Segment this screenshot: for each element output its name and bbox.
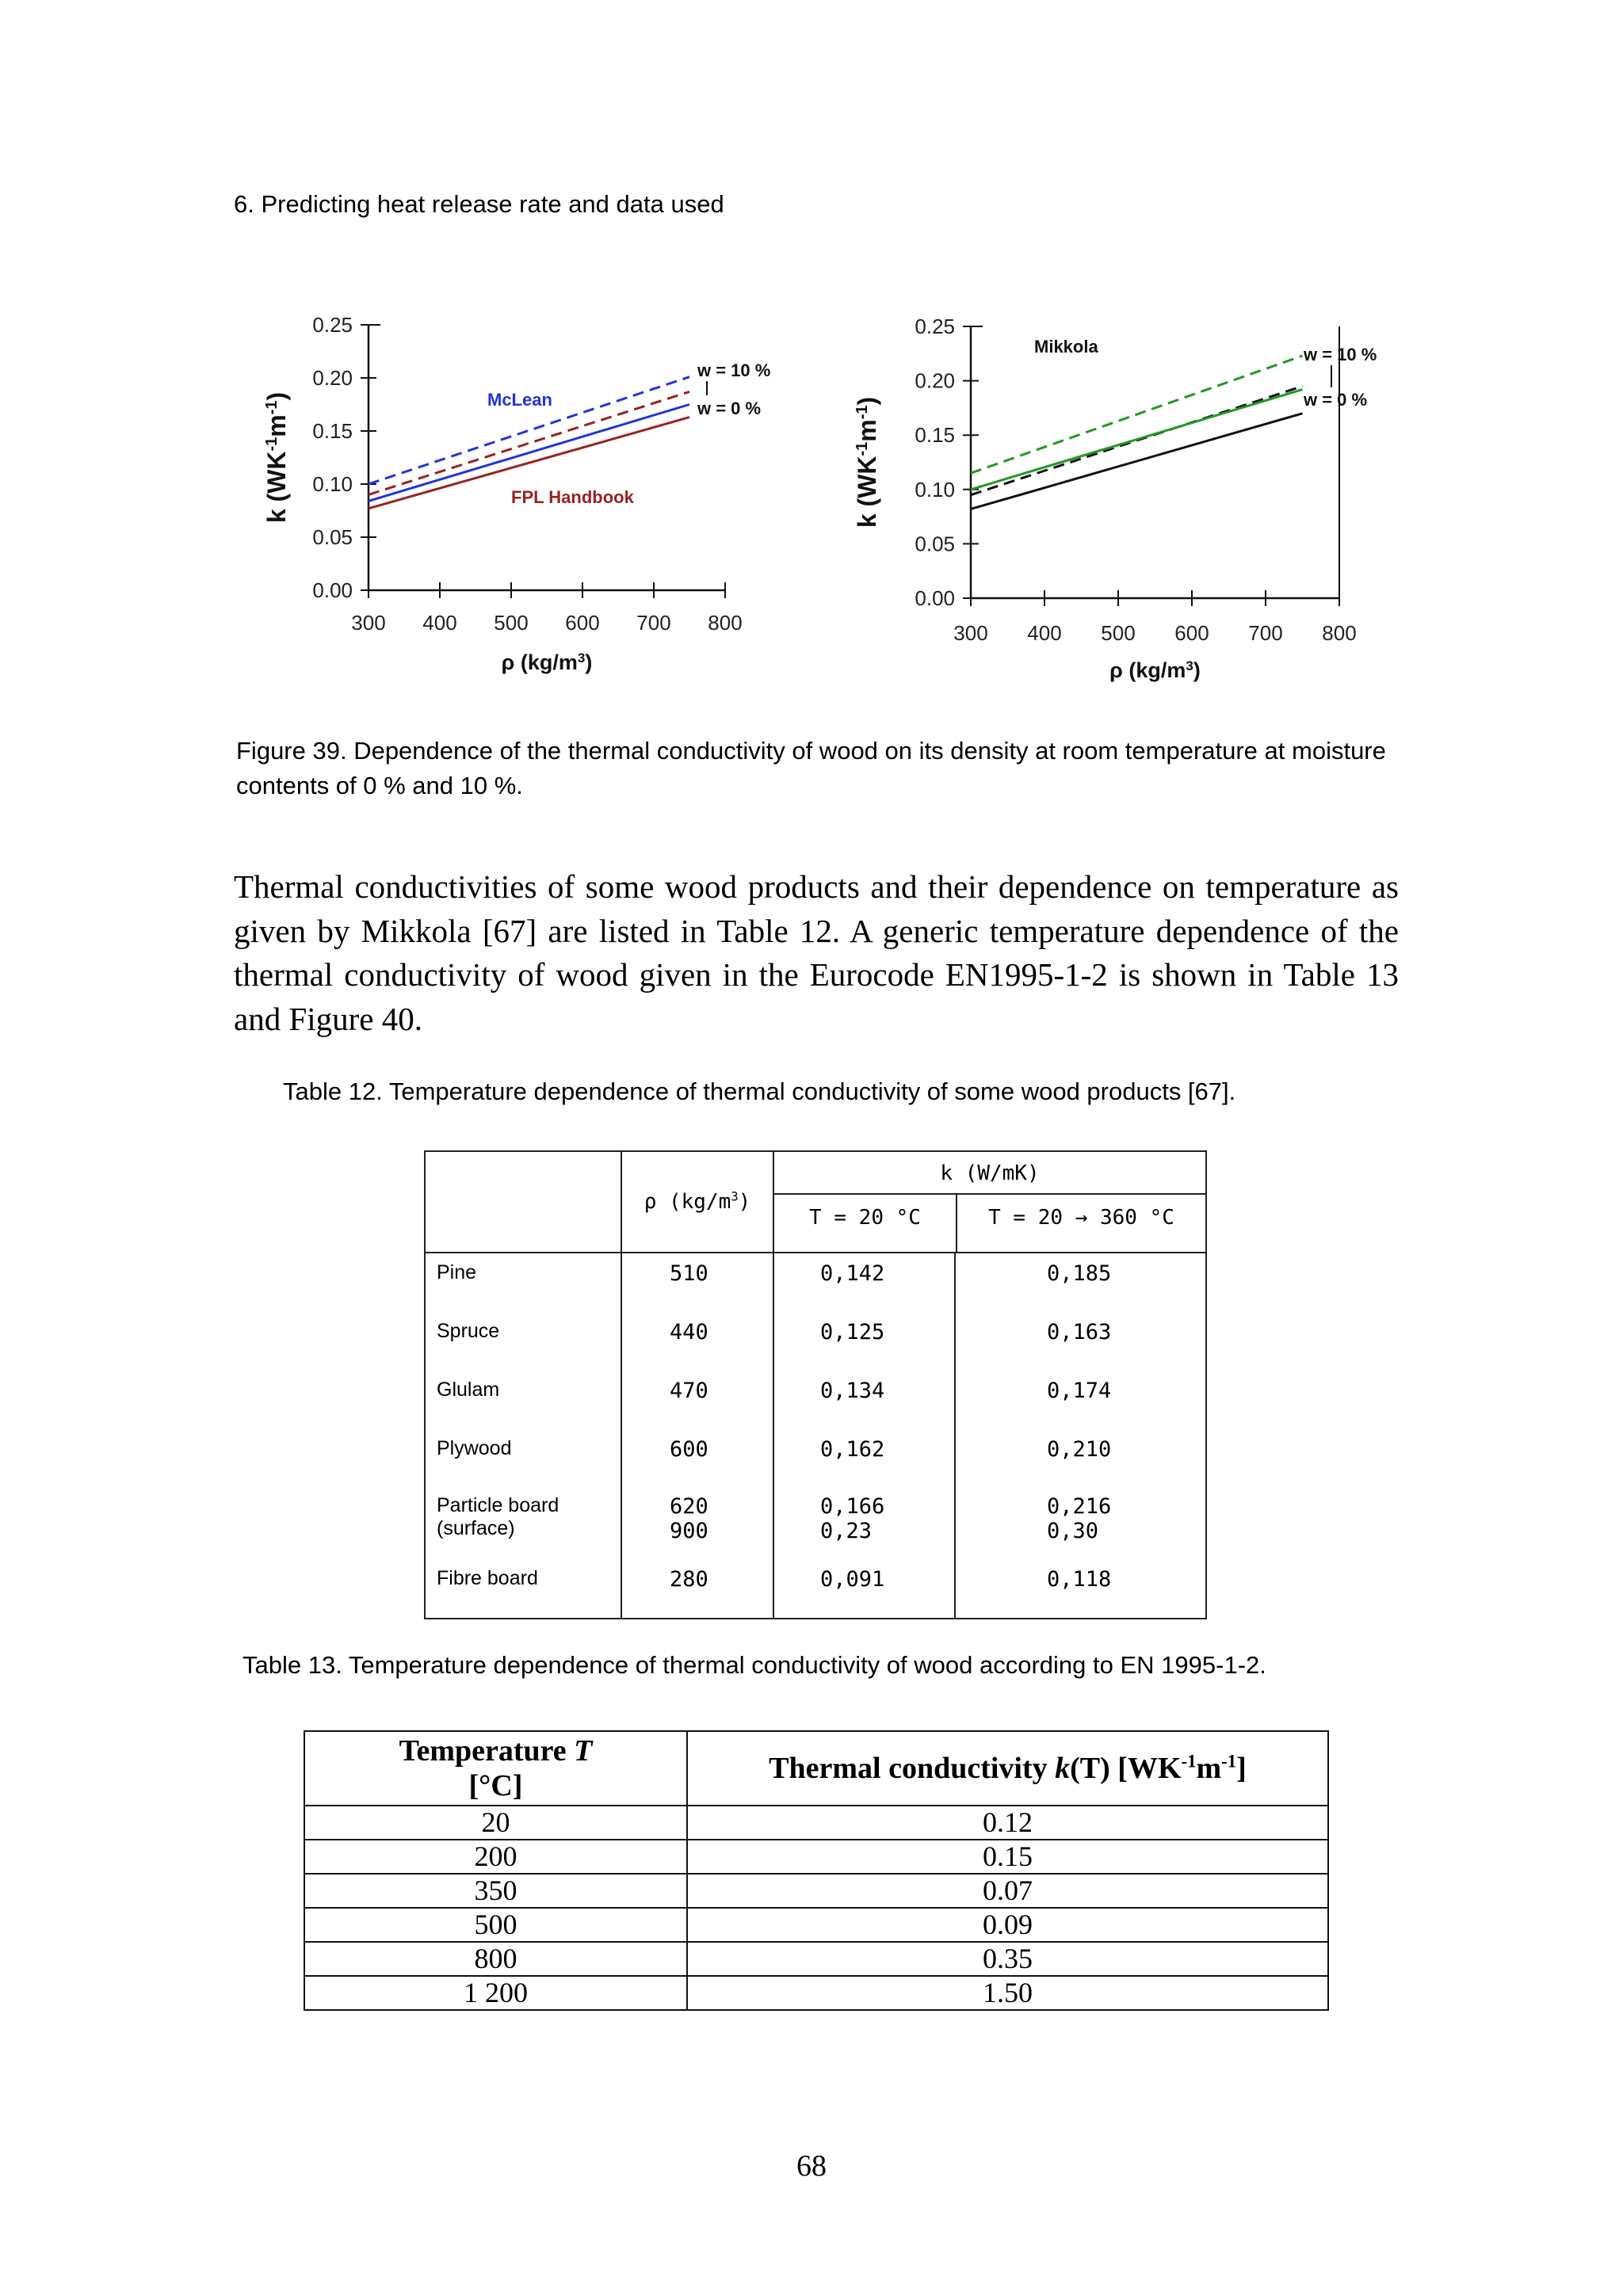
cell-temperature: 200	[304, 1840, 687, 1874]
y-tick-label: 0.00	[915, 586, 955, 610]
table-row	[425, 1559, 1206, 1619]
cell-temperature: 500	[304, 1908, 687, 1942]
y-tick-label: 0.15	[312, 419, 353, 443]
table-row	[425, 1429, 1206, 1488]
x-axis-label: ρ $(kg/m^3)$	[1109, 658, 1201, 682]
chart-annotation: Mikkola	[1034, 337, 1098, 357]
table13-col-conductivity: Thermal conductivity k(T) $[WK^{-1}m^{-1}]$	[687, 1731, 1328, 1806]
cell-rho-2: 900	[670, 1519, 708, 1543]
y-tick-label: 0.00	[312, 578, 353, 602]
table-row	[425, 1488, 1206, 1559]
x-tick-label: 800	[1322, 621, 1357, 645]
table-row	[304, 1874, 1328, 1908]
table12-k-header: k (W/mK)	[774, 1152, 1205, 1195]
table-row	[425, 1371, 1206, 1429]
cell-k20: 0,166	[820, 1494, 885, 1519]
table13-header-row	[304, 1731, 1328, 1806]
chart-conductivity-mikkola	[844, 305, 1415, 701]
table12-t360-header: T = 20 → 360 °C	[988, 1206, 1174, 1230]
cell-k360: 0,163	[955, 1312, 1206, 1371]
cell-conductivity: 0.07	[687, 1874, 1328, 1908]
table12-caption: Table 12. Temperature dependence of thermal conductivity of some wood products [67].	[283, 1077, 1236, 1105]
table13-col-temperature: Temperature T [°C]	[304, 1731, 687, 1806]
table-row	[425, 1253, 1206, 1312]
series-line-3	[971, 414, 1303, 509]
chart-annotation: w = 10 %	[1304, 345, 1377, 364]
x-tick-label: 300	[953, 621, 988, 645]
cell-conductivity: 0.15	[687, 1840, 1328, 1874]
cell-k20: 0,134	[773, 1371, 955, 1429]
row-label-line1: Particle board	[437, 1494, 559, 1516]
cell-rho: 620	[670, 1494, 708, 1519]
cell-temperature: 20	[304, 1806, 687, 1840]
page-number: 68	[796, 2149, 827, 2183]
cell-k20: 0,125	[773, 1312, 955, 1371]
table-row	[425, 1312, 1206, 1371]
cell-k360: 0,174	[955, 1371, 1206, 1429]
chart-annotation: w = 10 %	[697, 360, 771, 380]
cell-k20: 0,162	[773, 1429, 955, 1488]
x-tick-label: 500	[494, 611, 529, 635]
y-tick-label: 0.25	[312, 313, 353, 337]
cell-conductivity: 0.12	[687, 1806, 1328, 1840]
row-label	[425, 1488, 621, 1559]
table-row	[304, 1908, 1328, 1942]
y-axis-label: k $(WK^{-1}m^{-1})$	[853, 396, 881, 528]
y-tick-label: 0.15	[915, 423, 955, 448]
cell-k360-2: 0,30	[1047, 1519, 1099, 1543]
row-label: Fibre board	[437, 1567, 538, 1589]
cell-rho: 600	[621, 1429, 773, 1488]
y-tick-label: 0.20	[915, 368, 955, 393]
y-tick-label: 0.20	[312, 366, 353, 390]
cell-conductivity: 1.50	[687, 1976, 1328, 2010]
x-tick-label: 700	[1248, 621, 1283, 645]
cell-k360: 0,216	[1047, 1494, 1112, 1519]
running-header: 6. Predicting heat release rate and data used	[234, 190, 724, 218]
series-line-2	[971, 390, 1303, 490]
cell-conductivity: 0.09	[687, 1908, 1328, 1942]
x-axis-label: ρ $(kg/m^3)$	[501, 650, 593, 674]
x-tick-label: 800	[708, 611, 743, 635]
series-line-0	[971, 356, 1303, 473]
chart-annotation: w = 0 %	[697, 399, 762, 418]
x-tick-label: 600	[565, 611, 600, 635]
cell-temperature: 350	[304, 1874, 687, 1908]
cell-rho: 470	[621, 1371, 773, 1429]
table12-rho-header: ρ $(kg/m^3)$	[643, 1189, 751, 1214]
table12-header-row	[425, 1151, 1206, 1253]
row-label: Glulam	[437, 1379, 500, 1401]
chart-annotation: McLean	[487, 390, 552, 410]
x-tick-label: 300	[351, 611, 386, 635]
body-paragraph: Thermal conductivities of some wood products and their dependence on temperature as given by Mikkola [67] are listed in Table 12. A generic temperature dependence of the thermal conductivity of wood given in the Eurocode EN1995-1-2 is shown in Table 13 and Figure 40.	[234, 868, 1399, 1037]
cell-rho: 510	[621, 1253, 773, 1312]
chart-annotation: FPL Handbook	[511, 487, 634, 507]
cell-rho: 440	[621, 1312, 773, 1371]
row-label-line2: (surface)	[437, 1517, 515, 1539]
table-row	[304, 1806, 1328, 1840]
y-tick-label: 0.25	[915, 315, 955, 338]
table-row	[304, 1976, 1328, 2010]
cell-k360: 0,118	[955, 1559, 1206, 1619]
cell-k20-2: 0,23	[820, 1519, 873, 1543]
x-tick-label: 700	[636, 611, 671, 635]
cell-k360: 0,210	[955, 1429, 1206, 1488]
chart-conductivity-mclean-fpl	[250, 305, 804, 693]
table-row	[304, 1942, 1328, 1976]
cell-k20: 0,142	[773, 1253, 955, 1312]
row-label: Plywood	[437, 1437, 512, 1459]
y-axis-label: k $(WK^{-1}m^{-1})$	[262, 391, 291, 524]
y-tick-label: 0.10	[312, 472, 353, 496]
cell-temperature: 800	[304, 1942, 687, 1976]
cell-conductivity: 0.35	[687, 1942, 1328, 1976]
row-label: Spruce	[437, 1320, 500, 1342]
table12	[424, 1150, 1207, 1619]
figure-caption: Figure 39. Dependence of the thermal conductivity of wood on its density at room temperature at moisture contents of 0 % and 10 %.	[236, 737, 1386, 799]
y-tick-label: 0.05	[312, 525, 353, 549]
table13-caption: Table 13. Temperature dependence of thermal conductivity of wood according to EN 1995-1-2.	[242, 1651, 1266, 1679]
table-row	[304, 1840, 1328, 1874]
cell-temperature: 1 200	[304, 1976, 687, 2010]
cell-k360: 0,185	[955, 1253, 1206, 1312]
table12-t20-header: T = 20 °C	[774, 1195, 957, 1252]
cell-k20: 0,091	[773, 1559, 955, 1619]
y-tick-label: 0.05	[915, 532, 955, 556]
x-tick-label: 600	[1174, 621, 1209, 645]
x-tick-label: 500	[1101, 621, 1136, 645]
row-label: Pine	[437, 1261, 477, 1283]
x-tick-label: 400	[422, 611, 457, 635]
cell-rho: 280	[621, 1559, 773, 1619]
table13	[304, 1730, 1329, 2011]
x-tick-label: 400	[1027, 621, 1062, 645]
y-tick-label: 0.10	[915, 477, 955, 502]
chart-annotation: w = 0 %	[1304, 390, 1368, 410]
